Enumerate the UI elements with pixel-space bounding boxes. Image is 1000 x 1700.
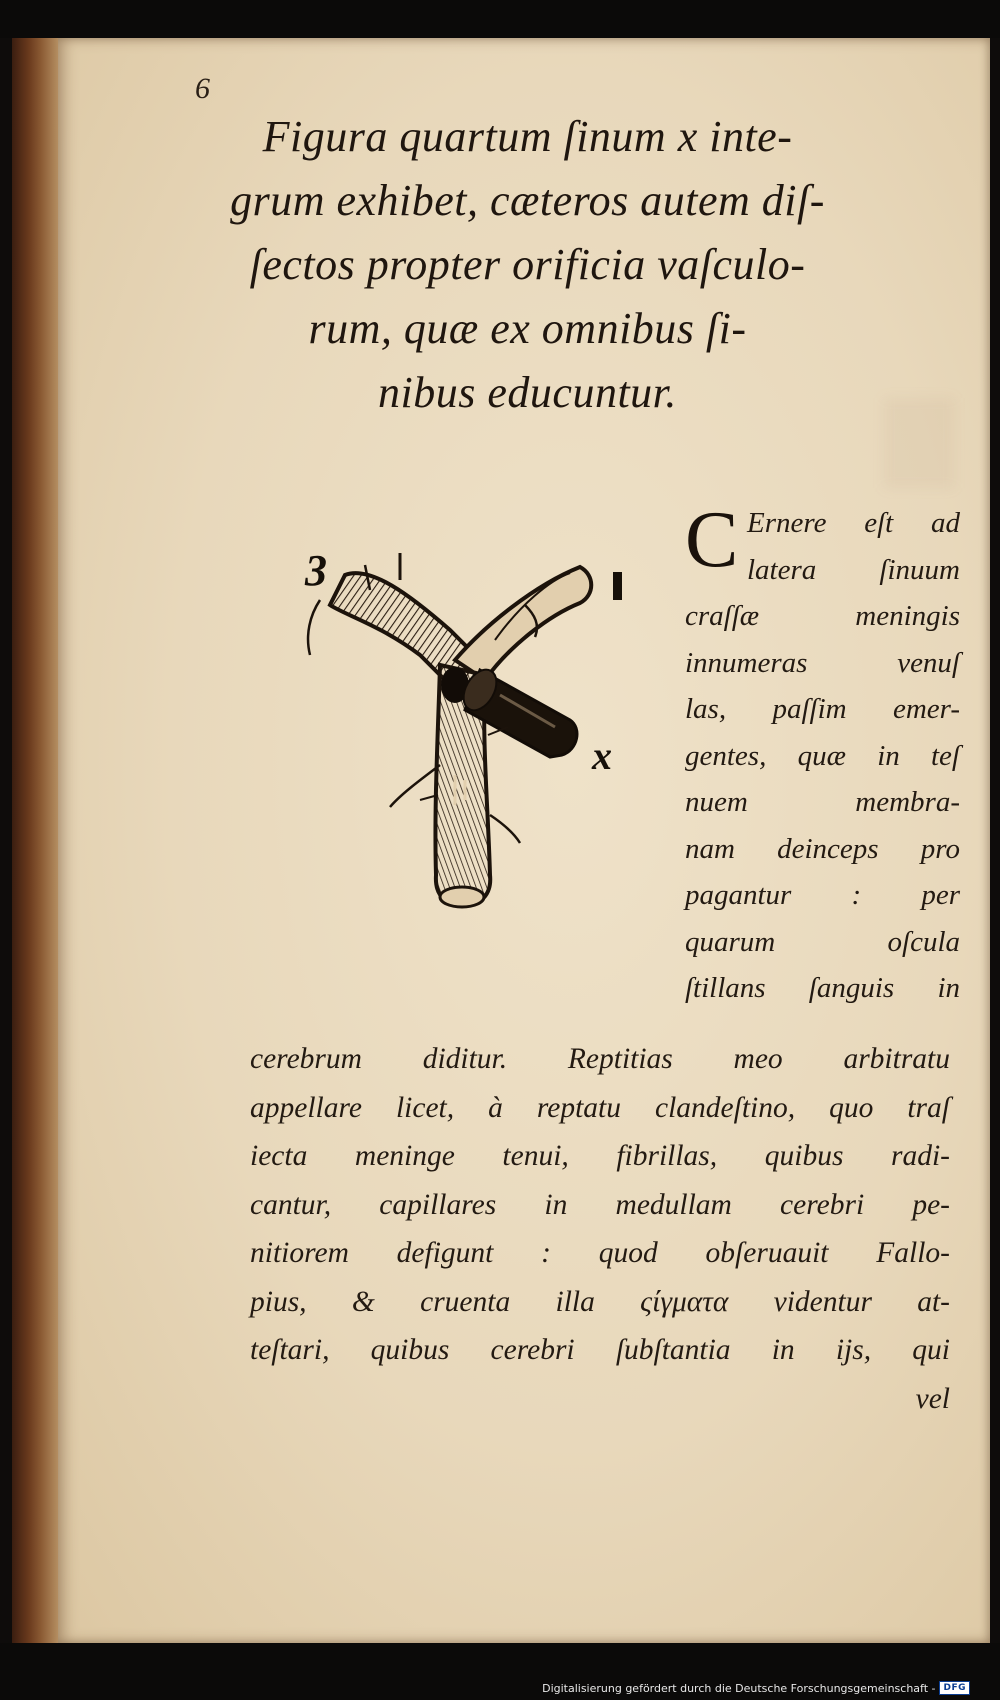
- figure-label-left: 3: [305, 546, 327, 595]
- text-line: nitiorem defigunt : quod obſeruauit Fallo-: [250, 1237, 950, 1269]
- side-paragraph: [685, 496, 960, 1012]
- text-line: iecta meninge tenui, fibrillas, quibus radi-: [250, 1140, 950, 1172]
- text-line: cerebrum diditur. Reptitias meo arbitratu: [250, 1043, 950, 1075]
- text-line: nam deinceps pro: [685, 832, 960, 865]
- text-line: Ernere eſt ad: [747, 507, 960, 539]
- body-paragraph: [250, 1035, 950, 1423]
- page-number: 6: [195, 72, 210, 105]
- heading-line: nibus educuntur.: [378, 368, 677, 417]
- text-line: ſtillans ſanguis in: [685, 972, 960, 1004]
- text-line: cantur, capillares in medullam cerebri pe-: [250, 1188, 950, 1221]
- scan-top-border: [0, 0, 1000, 38]
- figure-caption-heading: [160, 105, 895, 425]
- text-line: innumeras venuſ: [685, 646, 960, 679]
- text-line: quarum oſcula: [685, 925, 960, 958]
- credit-text: Digitalisierung gefördert durch die Deutsche Forschungsgemeinschaft -: [542, 1681, 936, 1695]
- figure-label-right: x: [592, 733, 612, 778]
- sinus-right-arm: [455, 567, 591, 680]
- text-line: craſſæ meningis: [685, 600, 960, 632]
- heading-line: grum exhibet, cæteros autem diſ-: [230, 176, 825, 225]
- text-line: latera ſinuum: [747, 553, 960, 586]
- text-line: las, paſſim emer-: [685, 693, 960, 725]
- text-line: gentes, quæ in teſ: [685, 739, 960, 772]
- text-line: pagantur : per: [685, 879, 960, 911]
- dfg-logo: DFG: [939, 1681, 970, 1695]
- figure-mark-right-top: [613, 572, 622, 600]
- text-line: pius, & cruenta illa ςίγματα videntur at-: [250, 1285, 950, 1318]
- drop-cap: C: [685, 496, 739, 584]
- text-line: nuem membra-: [685, 786, 960, 818]
- heading-line: Figura quartum ſinum x inte-: [262, 112, 793, 161]
- digitization-credit: [542, 1681, 970, 1695]
- heading-line: ſectos propter orificia vaſculo-: [249, 240, 806, 289]
- sinus-woodcut-illustration: [250, 545, 630, 945]
- text-line: appellare licet, à reptatu clandeſtino, quo traſ: [250, 1091, 950, 1124]
- book-spine: [12, 38, 60, 1643]
- catchword: vel: [915, 1382, 950, 1415]
- heading-line: rum, quæ ex omnibus ſi-: [308, 304, 747, 353]
- text-line: teſtari, quibus cerebri ſubſtantia in ijs, qui: [250, 1334, 950, 1366]
